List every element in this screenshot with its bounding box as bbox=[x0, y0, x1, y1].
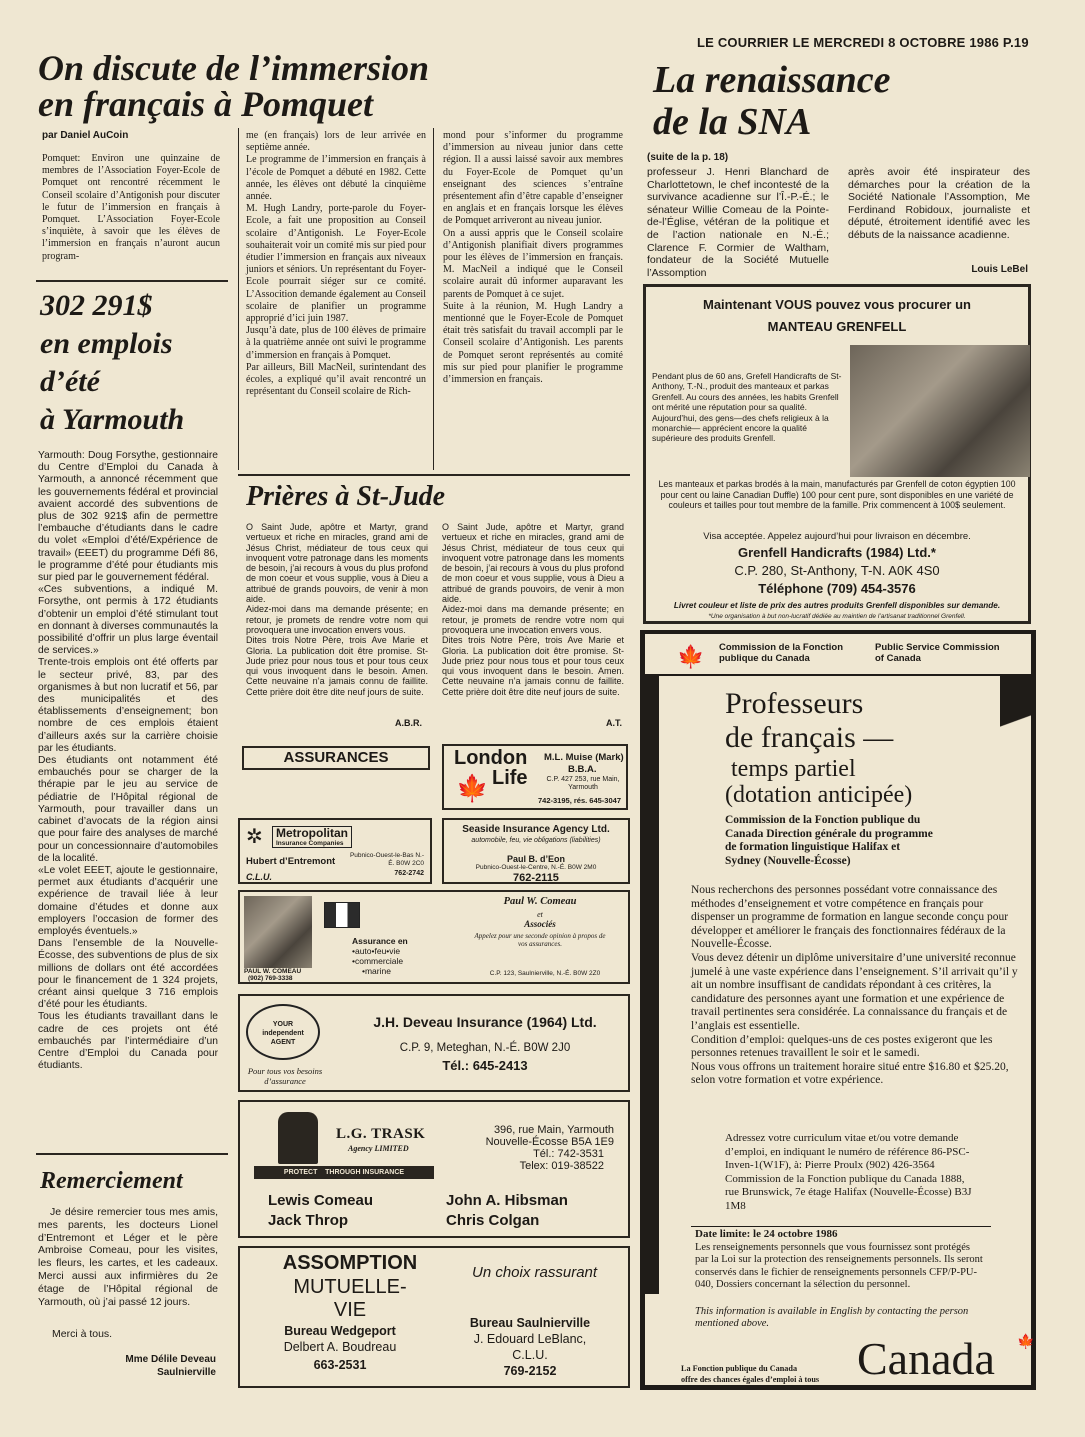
seaside-subtitle: automobile, feu, vie obligations (liabilities) bbox=[471, 837, 601, 844]
page-dateline: LE COURRIER LE MERCREDI 8 OCTOBRE 1986 P.19 bbox=[697, 35, 1029, 50]
psc-fr-name-2: publique du Canada bbox=[719, 653, 810, 664]
metropolitan-logo-icon: ✲ bbox=[246, 826, 263, 848]
sna-col2: après avoir été inspirateur des démarches pour la création de la Société Nationale l’Assomption, Me Ferdinand Robidoux, journaliste et député, étroitement identifié avec les débuts de la naissance acadienne. bbox=[848, 166, 1030, 241]
trask-agent-1: Lewis Comeau bbox=[268, 1192, 374, 1209]
wordmark-flag-icon: 🍁 bbox=[1017, 1335, 1035, 1350]
comeau-insurance-line3: •marine bbox=[362, 966, 391, 976]
yarmouth-title-line2: en emplois bbox=[40, 327, 173, 360]
sna-suite: (suite de la p. 18) bbox=[647, 152, 729, 163]
immersion-col1: Pomquet: Environ une quinzaine de membres de l’Association Foyer-Ecole de Pomquet ont rencontré récemment le Conseil scolaire d’Antigonish pour discuter le futur de l’immersion en français à Pomquet. L’Association Foyer-Ecole s’inquiète, à savoir que les élèves de l’immersion en français n’auront aucun program- bbox=[42, 153, 220, 262]
column-divider bbox=[433, 128, 434, 470]
deveau-tagline: Pour tous vos besoins d’assurance bbox=[247, 1066, 323, 1086]
remerciement-location: Saulnierville bbox=[157, 1367, 216, 1378]
immersion-col3: mond pour s’informer du programme d’immersion au niveau junior dans cette région. Il a aussi laissé savoir aux membres du Foyer-Ecole de Pomquet qu’un enseignant des sciences s’entraîne présentement afin d’être capable d’enseigner en anglais et en français lorsque les élèves de Pomquet arriveront au niveau junior. On a aussi appris que le Conseil scolaire d’Antigonish planifiait divers programmes pour les élèves de l’immersion en français. M. MacNeil a indiqué que le Conseil scolaire aurait dû informer auparavant les parents de Pomquet à ce sujet. Suite à la réunion, M. Hugh Landry a mentionné que le Foyer-Ecole de Pomquet était très satisfait du travail accompli par le Conseil scolaire d’Antigonish. Les parents de Pomquet seront représentés au comité mis sur pied pour planifier le programme d’immersion en français. bbox=[443, 130, 623, 386]
psc-english-note: This information is available in English by contacting the person mentioned above. bbox=[695, 1306, 969, 1330]
psc-body bbox=[691, 884, 1021, 1088]
sna-col1: professeur J. Henri Blanchard de Charlottetown, le chef incontesté de la survivance acadienne sur l’Î.-P.-É.; le sénateur Willie Comeau de la Pointe-de-l’Église, vétéran de la politique et de l’action nationale en N.-É.; Clarence F. Cormier de Waltham, fondateur de la Société Mutuelle l’Assomption bbox=[647, 166, 829, 279]
comeau-portrait bbox=[244, 896, 312, 968]
section-divider bbox=[238, 474, 630, 476]
prieres-signature-2: A.T. bbox=[605, 718, 622, 728]
comeau-associes: Associés bbox=[524, 919, 556, 929]
grenfell-address: C.P. 280, St-Anthony, T-N. A0K 4S0 bbox=[734, 563, 940, 578]
psc-paragraph-3: Condition d’emploi: quelques-uns de ces postes exigeront que les personnes retenues travaillent le soir et le samedi. bbox=[691, 1033, 993, 1060]
yarmouth-title-line4: à Yarmouth bbox=[40, 403, 185, 436]
comeau-phone: (902) 769-3338 bbox=[248, 975, 293, 982]
comeau-insurance-line1: •auto•feu•vie bbox=[352, 946, 401, 956]
assomption-office-1-agent: Delbert A. Boudreau bbox=[283, 1340, 397, 1354]
grenfell-visa: Visa acceptée. Appelez aujourd’hui pour livraison en décembre. bbox=[703, 531, 971, 542]
remerciement-body: Je désire remercier tous mes amis, mes parents, les docteurs Lionel d’Entremont et Léger et le père Ambroise Comeau, pour les visites, les fleurs, les cartes, et les cadeaux. Merci aussi aux infirmières du 2e étage de l’Hôpital régional de Yarmouth, où j’ai passé 12 jours. bbox=[38, 1206, 218, 1308]
grenfell-description: Pendant plus de 60 ans, Grefell Handicrafts de St-Anthony, T.-N., produit des manteaux et parkas Grenfell. Au cours des années, les habits Grenfell ont mérité une réputation pour sa qualité. Aujourd’hui, des gens—des chefs religieux à la monarchie— apprécient encore la qualité supérieure des produits Grenfell. bbox=[652, 371, 842, 444]
psc-title-2: de français — bbox=[725, 721, 894, 754]
prieres-text-2: O Saint Jude, apôtre et Martyr, grand vertueux et riche en miracles, grand ami de Jésus Christ, médiateur de tous ceux qui invoquent votre patronage dans les moments de besoin, j’ai recours à vous du plus profond de mon coeur et vous supplie, vous à Dieu a attribué de grands pouvoirs, de venir à mon aide. Aidez-moi dans ma demande présente; en retour, je promets de rendre votre nom qui provoquera une invocation envers vous. Dites trois Notre Père, trois Ave Marie et Gloria. La publication doit être promise. St-Jude priez pour nous tous et pour tous ceux qui vous invoquent dans le besoin. Amen. Cette neuvaine n’a jamais connu de faillite. Cette prière doit être dite neuf jours de suite. bbox=[442, 522, 624, 697]
psc-fr-name-1: Commission de la Fonction bbox=[719, 642, 844, 653]
metropolitan-degree: C.L.U. bbox=[246, 872, 272, 882]
london-life-degree: B.B.A. bbox=[568, 764, 597, 775]
psc-apply: Adressez votre curriculum vitae et/ou votre demande d’emploi, en indiquant le numéro de référence 86-PSC-Inven-1(W1F), à: Pierre Proulx (902) 426-3564 Commission de la Fonction publique du Canada 1888, rue Brunswick, 7e étage Halifax (Nouvelle-Écosse) B3J 1M8 bbox=[725, 1132, 972, 1212]
maple-leaf-icon: 🍁 bbox=[456, 774, 489, 803]
metropolitan-agent: Hubert d’Entremont bbox=[246, 856, 336, 867]
assurances-label: ASSURANCES bbox=[242, 746, 430, 770]
assomption-office-1-phone: 663-2531 bbox=[313, 1358, 367, 1372]
comeau-et: et bbox=[537, 910, 543, 919]
assomption-office-2-degree: C.L.U. bbox=[512, 1348, 548, 1362]
immersion-title-line1: On discute de l’immersion bbox=[38, 48, 430, 88]
trask-address-line1: 396, rue Main, Yarmouth bbox=[493, 1124, 614, 1136]
section-divider bbox=[36, 280, 228, 282]
metropolitan-logo-sub: Insurance Companies bbox=[276, 840, 344, 847]
prieres-text-1: O Saint Jude, apôtre et Martyr, grand vertueux et riche en miracles, grand ami de Jésus Christ, médiateur de tous ceux qui invoquent votre patronage dans les moments de besoin, j’ai recours à vous du plus profond de mon coeur et vous supplie, vous à Dieu a attribué de grands pouvoirs, de venir à mon aide. Aidez-moi dans ma demande présente; en retour, je promets de rendre votre nom qui provoquera une invocation envers vous. Dites trois Notre Père, trois Ave Marie et Gloria. La publication doit être promise. St-Jude priez pour nous tous et pour tous ceux qui vous invoquent dans le besoin. Amen. Cette neuvaine n’a jamais connu de faillite. Cette prière doit être dite neuf jours de suite. bbox=[246, 522, 428, 697]
immersion-title-line2: en français à Pomquet bbox=[38, 84, 374, 124]
trask-telex: Telex: 019-38522 bbox=[519, 1160, 604, 1172]
immersion-col2: me (en français) lors de leur arrivée en septième année. Le programme de l’immersion en français à l’école de Pomquet a débuté en 1982. Cette année, les élèves ont débuté la cinquième année. M. Hugh Landry, porte-parole du Foyer-Ecole, a fait une proposition au Conseil scolaire d’Antigonish. Le Foyer-Ecole souhaiterait voir un comité mis sur pied pour étudier l’immersion en français aux niveaux juniors et séniors. Un représentant du Foyer-Ecole pourrait siéger sur ce comité. L’Assocition demande également au Conseil scolaire de planifier un programme approprié d’ici juin 1987. Jusqu’à date, plus de 100 élèves de primaire à la quatrième année ont suivi le programme d’immersion en français à Pomquet. Par ailleurs, Bill MacNeil, surintendant des écoles, a expliqué qu’il avait rencontré un représentant du Conseil scolaire de Rich- bbox=[246, 130, 426, 398]
seaside-phone: 762-2115 bbox=[513, 872, 559, 884]
metropolitan-logo-name: Metropolitan bbox=[276, 826, 348, 840]
trask-agent-3: John A. Hibsman bbox=[446, 1192, 568, 1209]
grenfell-children-photo bbox=[850, 345, 1030, 477]
immersion-byline: par Daniel AuCoin bbox=[42, 130, 129, 141]
prieres-title: Prières à St-Jude bbox=[246, 481, 446, 512]
assomption-slogan: Un choix rassurant bbox=[472, 1264, 598, 1281]
trask-agent-2: Jack Throp bbox=[268, 1212, 349, 1229]
psc-divider bbox=[645, 674, 1031, 676]
trask-agent-4: Chris Colgan bbox=[446, 1212, 540, 1229]
trask-ad bbox=[238, 1100, 630, 1238]
assomption-ad bbox=[238, 1246, 630, 1388]
section-divider bbox=[36, 1153, 228, 1155]
assomption-subname: MUTUELLE-VIE bbox=[293, 1276, 407, 1321]
psc-paragraph-1: Nous recherchons des personnes possédant votre connaissance des méthodes d’enseignement et votre compétence en français pour dispenser un programme de formation en langue seconde conçu pour développer et améliorer le français des fonctionnaires fédéraux de la Nouvelle-Écosse. bbox=[691, 884, 1009, 951]
trask-name: L.G. TRASK bbox=[336, 1126, 426, 1142]
psc-ad bbox=[640, 630, 1036, 1390]
seaside-name: Seaside Insurance Agency Ltd. bbox=[462, 824, 610, 835]
trask-band: PROTECT THROUGH INSURANCE bbox=[254, 1166, 434, 1179]
column-divider bbox=[238, 128, 239, 470]
psc-footer-1: La Fonction publique du Canada bbox=[681, 1364, 798, 1373]
london-life-agent: M.L. Muise (Mark) bbox=[544, 752, 624, 763]
grenfell-ad bbox=[643, 284, 1031, 624]
deveau-logo bbox=[246, 1004, 320, 1060]
london-life-logo-2: Life bbox=[492, 767, 528, 789]
grenfell-body: Les manteaux et parkas brodés à la main, manufacturés par Grenfell de coton égyptien 100 pour cent ou laine Canadian Duffle) 100 pour cent pure, sont disponibles en une variété de couleurs et tailles pour tout membre de la famille. Prix commencent à 100$ seulement. bbox=[658, 479, 1016, 511]
assomption-office-2: Bureau Saulnierville bbox=[469, 1316, 591, 1330]
comeau-name: Paul W. Comeau bbox=[503, 896, 577, 907]
seaside-agent: Paul B. d’Eon bbox=[506, 854, 565, 864]
psc-deadline: Date limite: le 24 octobre 1986 bbox=[695, 1228, 838, 1240]
canada-flag-icon: 🍁 bbox=[677, 644, 705, 669]
grenfell-headline-2: MANTEAU GRENFELL bbox=[767, 319, 907, 334]
prieres-signature-1: A.B.R. bbox=[395, 718, 422, 728]
deveau-logo-text: YOUR independent AGENT bbox=[262, 1021, 304, 1046]
grenfell-footnote: *Une organisation à but non-lucratif dédiée au maintien de l’artisanat traditionnel Grenfell. bbox=[708, 613, 966, 620]
trask-address-line2: Nouvelle-Écosse B5A 1E9 bbox=[485, 1136, 614, 1148]
remerciement-signature: Mme Délile Deveau bbox=[125, 1354, 216, 1365]
grenfell-headline-1: Maintenant VOUS pouvez vous procurer un bbox=[703, 297, 971, 312]
comeau-insurance-heading: Assurance en bbox=[352, 936, 408, 946]
psc-left-bar bbox=[645, 676, 659, 1294]
metropolitan-address: Pubnico-Ouest-le-Bas N.-É. B0W 2C0 bbox=[349, 852, 424, 867]
trask-telephone: Tél.: 742-3531 bbox=[533, 1148, 604, 1160]
assomption-office-2-agent: J. Edouard LeBlanc, bbox=[473, 1332, 587, 1346]
comeau-insurance-line2: •commerciale bbox=[352, 956, 404, 966]
metropolitan-phone: 762-2742 bbox=[394, 870, 424, 877]
deveau-address: C.P. 9, Meteghan, N.-É. B0W 2J0 bbox=[399, 1042, 571, 1054]
deveau-ad bbox=[238, 994, 630, 1092]
comeau-address: C.P. 123, Saulnierville, N.-É. B0W 2Z0 bbox=[489, 970, 601, 977]
canada-wordmark: Canada bbox=[857, 1333, 995, 1384]
remerciement-title: Remerciement bbox=[40, 1168, 183, 1194]
psc-en-name-2: of Canada bbox=[875, 653, 921, 664]
grenfell-catalog: Livret couleur et liste de prix des autres produits Grenfell disponibles sur demande. bbox=[673, 601, 1001, 610]
london-life-phone: 742-3195, rés. 645-3047 bbox=[538, 796, 621, 805]
sna-title-line2: de la SNA bbox=[653, 101, 812, 143]
seaside-address: Pubnico-Ouest-le-Centre, N.-É. B0W 2M0 bbox=[475, 864, 597, 871]
london-life-ad bbox=[442, 744, 628, 810]
psc-rule bbox=[691, 1226, 991, 1227]
psc-title-1: Professeurs bbox=[725, 687, 864, 720]
assomption-name: ASSOMPTION bbox=[282, 1252, 418, 1274]
lion-crest-icon bbox=[278, 1112, 318, 1164]
psc-title-4: (dotation anticipée) bbox=[725, 782, 913, 808]
psc-privacy: Les renseignements personnels que vous fournissez sont protégés par la Loi sur la protection des renseignements personnels. Ils seront conservés dans le fichier de renseignements personnels CFP/P-PU-040, Dossiers concernant la sélection du personnel. bbox=[695, 1242, 983, 1291]
seaside-ad bbox=[442, 818, 630, 884]
psc-footer-2: offre des chances égales d’emploi à tous bbox=[681, 1375, 820, 1384]
psc-title-3: temps partiel bbox=[731, 756, 856, 782]
london-life-logo: London bbox=[454, 747, 528, 769]
assomption-office-1: Bureau Wedgeport bbox=[284, 1324, 396, 1338]
psc-en-name-1: Public Service Commission bbox=[875, 642, 1000, 653]
comeau-tagline: Appelez pour une seconde opinion à propos de vos assurances. bbox=[474, 932, 606, 948]
grenfell-phone: Téléphone (709) 454-3576 bbox=[758, 581, 916, 596]
metropolitan-logo bbox=[272, 826, 352, 848]
comeau-caption: PAUL W. COMEAU bbox=[244, 968, 302, 975]
trask-subtitle: Agency LIMITED bbox=[348, 1144, 409, 1153]
psc-paragraph-4: Nous vous offrons un traitement horaire situé entre $16.80 et $25.20, selon votre formation et votre expérience. bbox=[691, 1060, 1009, 1087]
acadian-flag-icon bbox=[324, 902, 360, 928]
grenfell-company: Grenfell Handicrafts (1984) Ltd.* bbox=[738, 545, 936, 560]
sna-author: Louis LeBel bbox=[971, 264, 1028, 275]
comeau-ad bbox=[238, 890, 630, 984]
psc-paragraph-2: Vous devez détenir un diplôme universitaire d’une université reconnue jumelé à une vaste expérience dans l’enseignement. S’il arrivait qu’il y ait un nombre insuffisant de candidats répondant à ces critères, la candidature des personnes ayant une formation et une expérience de travail pertinentes sera considérée. La connaissance du français et de l’anglais est essentielle. bbox=[691, 951, 1018, 1032]
deveau-phone: Tél.: 645-2413 bbox=[442, 1058, 528, 1073]
yarmouth-title-line3: d’été bbox=[40, 365, 100, 398]
metropolitan-ad bbox=[238, 818, 432, 884]
yarmouth-title-line1: 302 291$ bbox=[40, 289, 153, 322]
psc-corner-shade bbox=[1000, 676, 1031, 756]
deveau-name: J.H. Deveau Insurance (1964) Ltd. bbox=[373, 1014, 597, 1030]
sna-title-line1: La renaissance bbox=[653, 59, 891, 101]
yarmouth-body: Yarmouth: Doug Forsythe, gestionnaire du Centre d’Emploi du Canada à Yarmouth, a annoncé récemment que les gouvernements fédéral et provincial avaient accordé des subventions de plus de 302 921$ afin de permettre l’embauche d’étudiants dans le cadre du volet «Emploi d’été/Expérience de travail» (EEET) du programme Défi 86, le programme d’été pour étudiants mis sur pied par le gouvernement fédéral. «Ces subventions, a indiqué M. Forsythe, ont permis à 172 étudiants d’obtenir un emploi d’été stimulant tout en donnant à diverses communautés la possibilité d’offrir un plus large éventail de services.» Trente-trois emplois ont été offerts par le secteur privé, 83, par des organismes à but non lucratif et 56, par des municipalités et des établissements d’enseignement; bon nombre de ces emplois étaient d’ailleurs axés sur la carrière choisie par les étudiants. Des étudiants ont notamment été embauchés pour se charger de la thérapie par le jeu au service de pédiatrie de l’Hôpital régional de Yarmouth, pour travailler dans un cabinet d’avocats de la région ainsi que pour faire des analyses de marché pour un concessionnaire d’automobiles de la localité. «Le volet EEET, ajoute le gestionnaire, permet aux étudiants d’acquérir une expérience de travail liée à leur domaine d’études et donne aux employers l’occasion de former des employés éventuels.» Dans l’ensemble de la Nouvelle-Écosse, des subventions de plus de six millions de dollars ont été accordées pour le financement de 1 324 projets, créant ainsi quelque 3 716 emplois d’été pour les étudiants. Tous les étudiants travaillant dans le cadre de ces projets ont été embauchés par l’intermédiaire d’un Centre d’Emploi du Canada pour étudiants. bbox=[38, 450, 218, 1072]
remerciement-thanks: Merci à tous. bbox=[52, 1328, 113, 1340]
psc-department: Commission de la Fonction publique du Canada Direction générale du programme de formation linguistique Halifax et Sydney (Nouvelle-Écosse) bbox=[725, 814, 933, 867]
london-life-address: C.P. 427 253, rue Main, Yarmouth bbox=[546, 776, 620, 791]
assomption-office-2-phone: 769-2152 bbox=[503, 1364, 557, 1378]
